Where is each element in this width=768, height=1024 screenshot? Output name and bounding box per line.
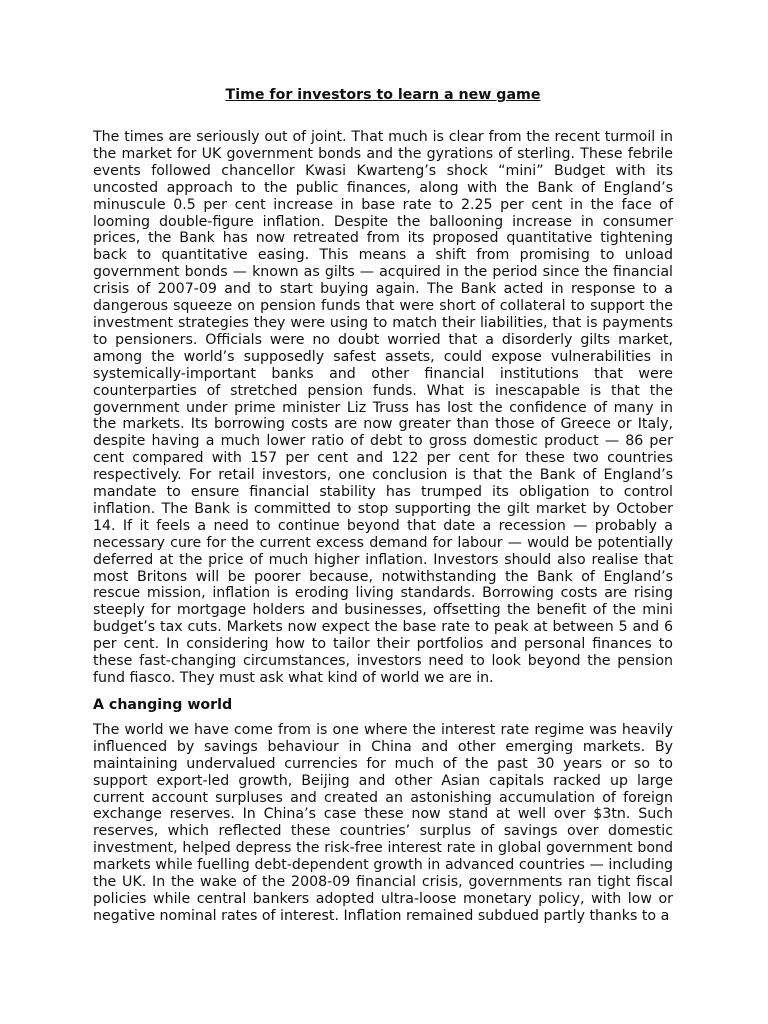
- document-title: Time for investors to learn a new game: [225, 87, 541, 103]
- body-paragraph-1: The times are seriously out of joint. That much is clear from the recent turmoil in the market for UK government bonds and the gyrations of sterling. These febrile events followed chancellor Kwasi Kwarteng’s shock “mini” Budget with its uncosted approach to the public finances, along with the Bank of England’s minuscule 0.5 per cent increase in base rate to 2.25 per cent in the face of looming double-figure inflation. Despite the ballooning increase in consumer prices, the Bank has now retreated from its proposed quantitative tightening back to quantitative easing. This means a shift from promising to unload government bonds — known as gilts — acquired in the period since the financial crisis of 2007-09 and to start buying again. The Bank acted in response to a dangerous squeeze on pension funds that were short of collateral to support the investment strategies they were using to match their liabilities, that is payments to pensioners. Officials were no doubt worried that a disorderly gilts market, among the world’s supposedly safest assets, could expose vulnerabilities in systemically-important banks and other financial institutions that were counterparties of stretched pension funds. What is inescapable is that the government under prime minister Liz Truss has lost the confidence of many in the markets. Its borrowing costs are now greater than those of Greece or Italy, despite having a much lower ratio of debt to gross domestic product — 86 per cent compared with 157 per cent and 122 per cent for these two countries respectively. For retail investors, one conclusion is that the Bank of England’s mandate to ensure financial stability has trumped its obligation to control inflation. The Bank is committed to stop supporting the gilt market by October 14. If it feels a need to continue beyond that date a recession — probably a necessary cure for the current excess demand for labour — would be potentially deferred at the price of much higher inflation. Investors should also realise that most Britons will be poorer because, notwithstanding the Bank of England’s rescue mission, inflation is eroding living standards. Borrowing costs are rising steeply for mortgage holders and businesses, offsetting the benefit of the mini budget’s tax cuts. Markets now expect the base rate to peak at between 5 and 6 per cent. In considering how to tailor their portfolios and personal finances to these fast-changing circumstances, investors need to look beyond the pension fund fiasco. They must ask what kind of world we are in.: [93, 129, 673, 686]
- document-page: [93, 86, 673, 934]
- body-paragraph-2: The world we have come from is one where the interest rate regime was heavily influenced by savings behaviour in China and other emerging markets. By maintaining undervalued currencies for much of the past 30 years or so to support export-led growth, Beijing and other Asian capitals racked up large current account surpluses and created an astonishing accumulation of foreign exchange reserves. In China’s case these now stand at well over $3tn. Such reserves, which reflected these countries’ surplus of savings over domestic investment, helped depress the risk-free interest rate in global government bond markets while fuelling debt-dependent growth in advanced countries — including the UK. In the wake of the 2008-09 financial crisis, governments ran tight fiscal policies while central bankers adopted ultra-loose monetary policy, with low or negative nominal rates of interest. Inflation remained subdued partly thanks to a: [93, 721, 673, 924]
- section-heading: A changing world: [93, 696, 233, 713]
